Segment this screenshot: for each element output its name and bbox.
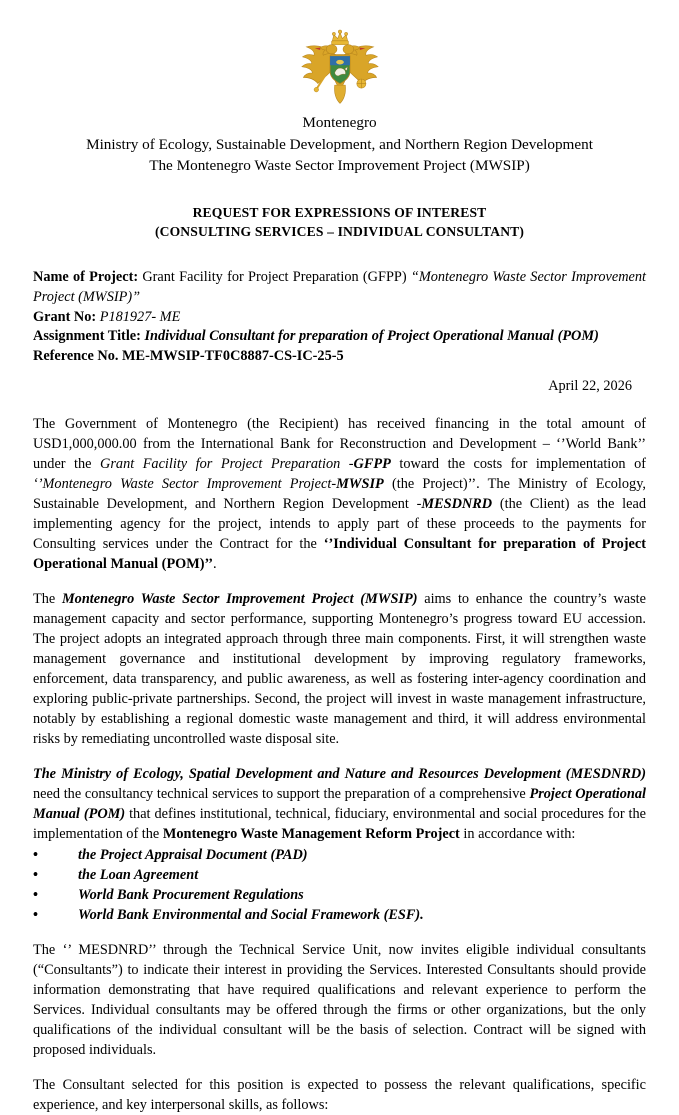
meta-value-grant-no: P181927- ME	[96, 308, 181, 325]
meta-grant-no	[33, 308, 646, 328]
meta-reference-no	[33, 347, 646, 367]
header-line-project: The Montenegro Waste Sector Improvement Project (MWSIP)	[149, 157, 530, 175]
p1-s11: .	[213, 555, 217, 572]
meta-assignment-title	[33, 327, 646, 347]
p1-s8: MESDNRD	[421, 495, 493, 512]
meta-value-reference-no: ME-MWSIP-TF0C8887-CS-IC-25-5	[118, 348, 344, 365]
document-title	[33, 203, 646, 242]
p1-s3: GFPP	[353, 455, 391, 472]
p1-s4: toward the costs for implementation of	[390, 455, 646, 472]
emblem-container	[33, 24, 646, 108]
montenegro-coat-of-arms-icon	[294, 24, 386, 108]
reference-documents-list	[33, 845, 646, 925]
list-item-label: World Bank Procurement Regulations	[78, 887, 304, 904]
project-meta-block	[33, 268, 646, 367]
meta-label-assignment-title: Assignment Title:	[33, 328, 141, 345]
title-line-sub: (CONSULTING SERVICES – INDIVIDUAL CONSULTANT)	[154, 224, 525, 240]
meta-label-name-of-project: Name of Project:	[33, 269, 139, 286]
p1-s5: ‘’Montenegro Waste Sector Improvement Project-	[33, 475, 337, 492]
meta-value-name-of-project-plain: Grant Facility for Project Preparation (GFPP)	[138, 269, 411, 286]
list-item-label: World Bank Environmental and Social Framework (ESF).	[78, 907, 424, 924]
paragraph-project-description	[33, 589, 646, 749]
bullet-marker-icon: •	[33, 867, 39, 884]
p2-s3: aims to enhance the country’s waste management capacity and sector performance, supporting Montenegro’s progress toward EU accession. The project adopts an integrated approach through three main components. First, it will strengthen waste management governance and institutional development by improving regulatory frameworks, enforcement, data transparency, and public awareness, as well as fostering inter-agency coordination and exploring public-private partnerships. Second, the project will invest in waste management infrastructure, notably by establishing a regional domestic waste management and third, it will address environmental risks by remediating uncontrolled waste disposal site.	[33, 590, 646, 747]
p3-s6: in accordance with:	[459, 826, 576, 843]
meta-label-grant-no: Grant No:	[33, 308, 97, 325]
paragraph-financing	[33, 414, 646, 574]
p1-s6: MWSIP	[336, 475, 384, 492]
p3-s5: Montenegro Waste Management Reform Project	[162, 826, 460, 843]
p2-s2: Montenegro Waste Sector Improvement Project (MWSIP)	[61, 590, 418, 607]
paragraph-consultancy-scope	[33, 764, 646, 844]
list-item	[33, 905, 646, 925]
p1-s10: ‘’Individual Consultant for preparation of Project Operational Manual (POM)’’	[33, 535, 646, 572]
bullet-marker-icon: •	[33, 847, 39, 864]
title-line-main: REQUEST FOR EXPRESSIONS OF INTEREST	[192, 204, 487, 220]
header-line-country: Montenegro	[302, 114, 377, 131]
p1-s9: (the Client) as the lead implementing agency for the project, intends to apply part of these proceeds to the payments for Consulting services under the Contract for the	[33, 495, 646, 552]
p1-s1: The Government of Montenegro (the Recipient) has received financing in the total amount of USD1,000,000.00 from the International Bank for Reconstruction and Development – ‘’World Bank’’ under the	[33, 415, 646, 472]
list-item	[33, 845, 646, 865]
bullet-marker-icon: •	[33, 907, 39, 924]
p3-s1: The Ministry of Ecology, Spatial Development and Nature and Resources Development (MESDNRD)	[33, 765, 646, 782]
p3-s4: that defines institutional, technical, fiduciary, environmental and social procedures for the implementation of the	[33, 806, 646, 843]
header-line-ministry: Ministry of Ecology, Sustainable Development, and Northern Region Development	[86, 135, 593, 153]
list-item	[33, 885, 646, 905]
bullet-marker-icon: •	[33, 887, 39, 904]
p3-s3: Project Operational Manual (POM)	[33, 786, 646, 823]
header-block	[33, 112, 646, 177]
meta-label-reference-no: Reference No.	[33, 348, 119, 365]
p3-s2: need the consultancy technical services to support the preparation of a comprehensive	[33, 786, 530, 802]
meta-value-assignment-title: Individual Consultant for preparation of Project Operational Manual (POM)	[140, 328, 599, 345]
meta-name-of-project	[33, 268, 646, 307]
paragraph-invitation: The ‘’ MESDNRD’’ through the Technical Service Unit, now invites eligible individual consultants (“Consultants”) to indicate their interest in providing the Services. Interested Consultants should provide information demonstrating that have required qualifications and relevant experience to perform the Services. Individual consultants may be offered through the firms or other organizations, but the only qualifications of the individual consultant will be the basis of selection. Contract will be signed with proposed individuals.	[33, 942, 646, 1059]
list-item-label: the Project Appraisal Document (PAD)	[78, 847, 308, 864]
meta-value-name-of-project-italic: “Montenegro Waste Sector Improvement Project (MWSIP)”	[33, 269, 646, 305]
p1-s7: (the Project)’’. The Ministry of Ecology, Sustainable Development, and Northern Region Development -	[33, 475, 646, 512]
p2-s1: The	[33, 590, 62, 607]
paragraph-qualifications-intro: The Consultant selected for this position is expected to possess the relevant qualifications, specific experience, and key interpersonal skills, as follows:	[33, 1077, 646, 1114]
document-date: April 22, 2026	[548, 377, 632, 394]
p1-s2: Grant Facility for Project Preparation -	[100, 455, 354, 472]
list-item	[33, 865, 646, 885]
list-item-label: the Loan Agreement	[78, 867, 199, 884]
